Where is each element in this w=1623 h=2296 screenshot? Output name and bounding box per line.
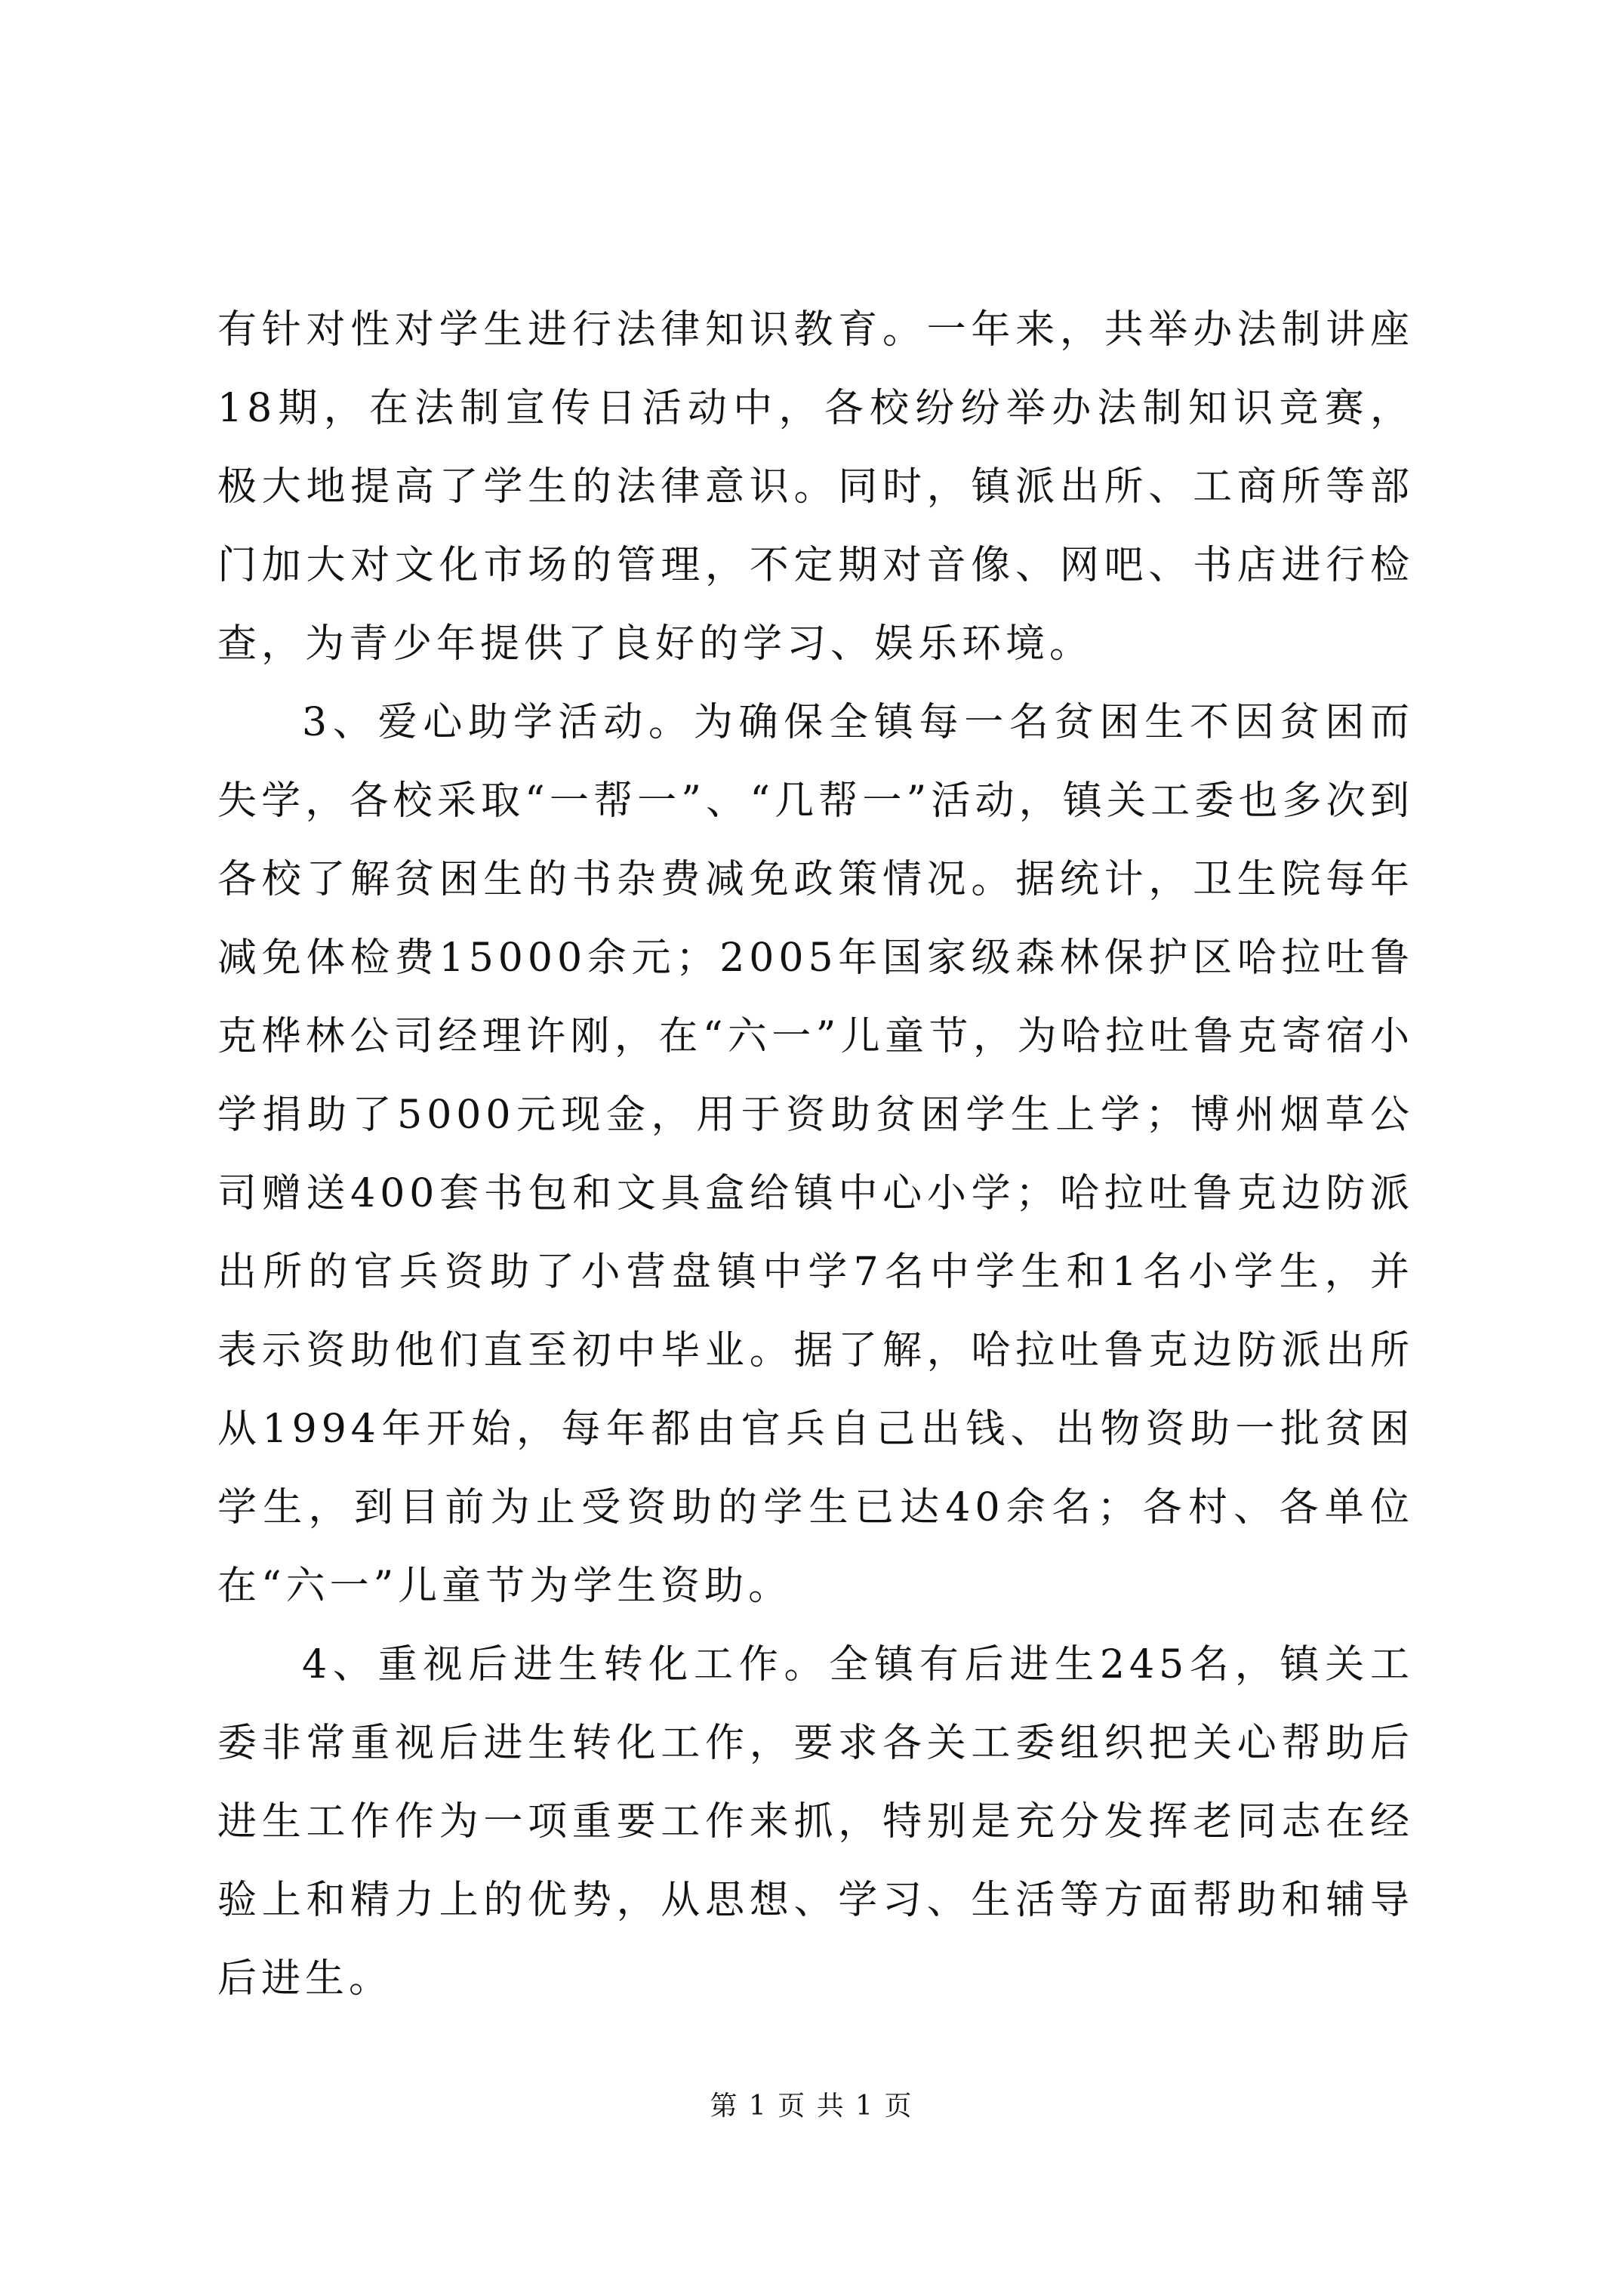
paragraph-item-4-underachiever-support: 4、重视后进生转化工作。全镇有后进生245名，镇关工委非常重视后进生转化工作，要求各关工委组织把关心帮助后进生工作作为一项重要工作来抓，特别是充分发挥老同志在经验上和精力上的优势，从思想、学习、生活等方面帮助和辅导后进生。 xyxy=(217,1642,1414,2002)
paragraph-item-3-charity-aid: 3、爱心助学活动。为确保全镇每一名贫困生不因贫困而失学，各校采取“一帮一”、“几帮一”活动，镇关工委也多次到各校了解贫困生的书杂费减免政策情况。据统计，卫生院每年减免体检费15000余元；2005年国家级森林保护区哈拉吐鲁克桦林公司经理许刚，在“六一”儿童节，为哈拉吐鲁克寄宿小学捐助了5000元现金，用于资助贫困学生上学；博州烟草公司赠送400套书包和文具盒给镇中心小学；哈拉吐鲁克边防派出所的官兵资助了小营盘镇中学7名中学生和1名小学生，并表示资助他们直至初中毕业。据了解，哈拉吐鲁克边防派出所从1994年开始，每年都由官兵自己出钱、出物资助一批贫困学生，到目前为止受资助的学生已达40余名；各村、各单位在“六一”儿童节为学生资助。 xyxy=(217,700,1414,1609)
document-body xyxy=(217,291,1414,2018)
paragraph-continuation: 有针对性对学生进行法律知识教育。一年来，共举办法制讲座18期，在法制宣传日活动中，各校纷纷举办法制知识竞赛，极大地提高了学生的法律意识。同时，镇派出所、工商所等部门加大对文化市场的管理，不定期对音像、网吧、书店进行检查，为青少年提供了良好的学习、娱乐环境。 xyxy=(217,307,1414,667)
page-footer: 第 1 页 共 1 页 xyxy=(710,2091,913,2122)
